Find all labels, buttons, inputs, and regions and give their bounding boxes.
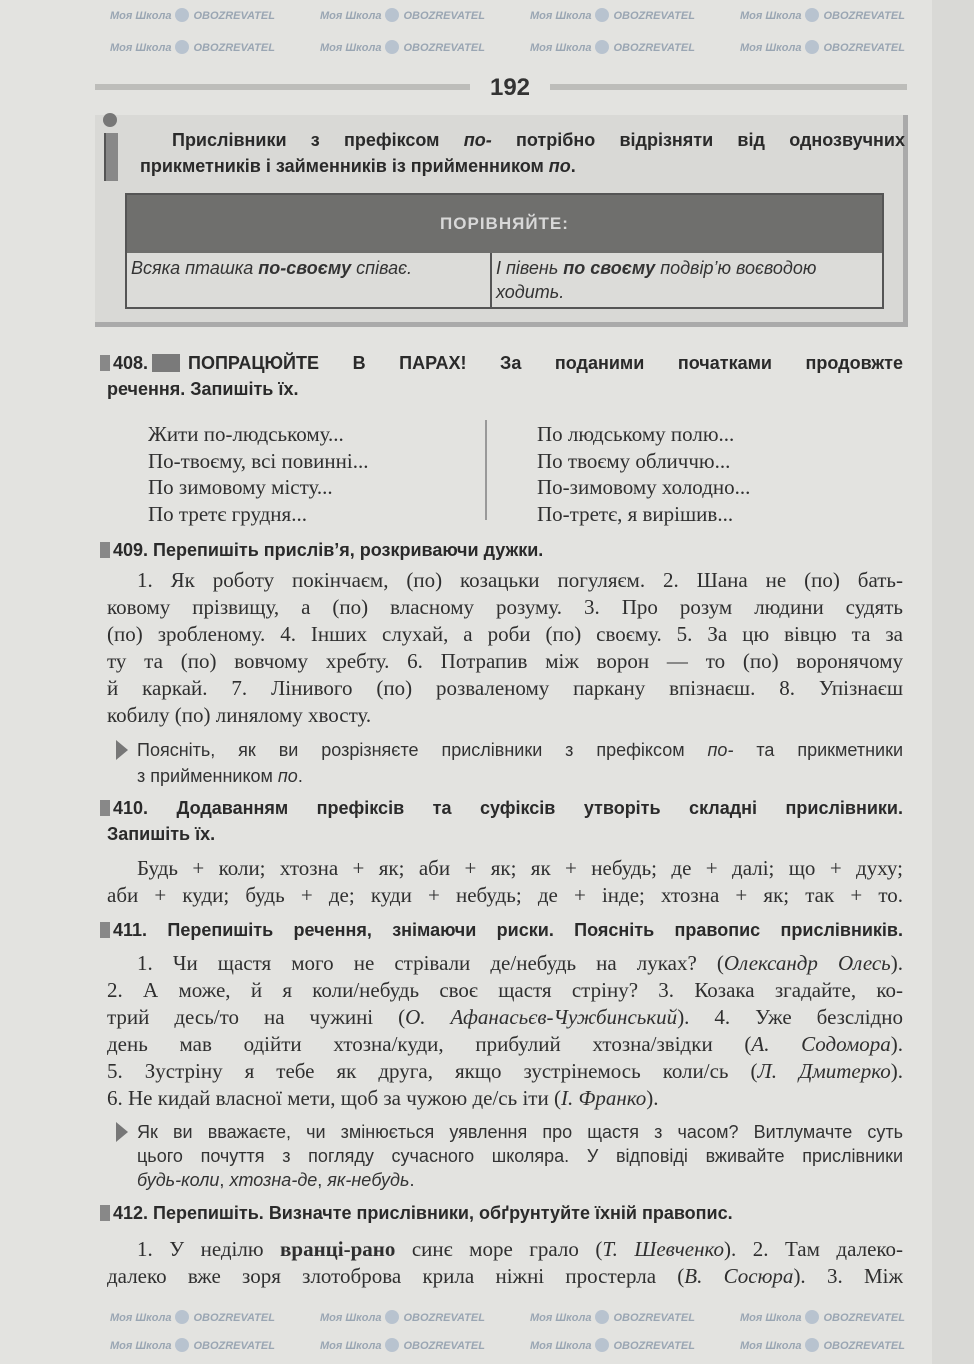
watermark-brand: Моя Школа <box>110 1312 172 1324</box>
text-segment: Як ви вважаєте, чи змінюється уявлення про щастя з часом? Витлумачте суть <box>137 1122 903 1142</box>
watermark-logo-icon <box>805 8 819 22</box>
text-segment: 5. Зустріну я тебе як друга, якщо зустрінемось коли/сь ( <box>107 1059 758 1083</box>
watermark-logo-icon <box>595 8 609 22</box>
watermark-logo-icon <box>175 40 189 54</box>
watermark-logo-icon <box>595 40 609 54</box>
info-icon <box>96 113 126 183</box>
watermark-partner: OBOZREVATEL <box>823 10 905 22</box>
exercise-marker <box>100 800 110 816</box>
comparison-table <box>125 193 884 309</box>
exercise-marker <box>100 355 110 371</box>
exercise-410-heading <box>100 797 903 819</box>
watermark-logo-icon <box>175 8 189 22</box>
watermark <box>320 1338 485 1354</box>
text-line: По-твоєму, всі повинні... <box>148 448 369 473</box>
text-segment: вранці-рано <box>280 1237 396 1261</box>
text-segment: ). 3. Між <box>793 1264 903 1288</box>
text-segment: ). 4. Уже безслідно <box>677 1005 903 1029</box>
exercise-marker <box>100 922 110 938</box>
text-line <box>137 1121 903 1143</box>
text-segment: як-небудь <box>327 1170 410 1190</box>
watermark-partner: OBOZREVATEL <box>193 1340 275 1352</box>
page-edge <box>932 0 974 1364</box>
watermark-brand: Моя Школа <box>740 42 802 54</box>
text-segment: ). <box>646 1086 659 1110</box>
watermark-brand: Моя Школа <box>530 1340 592 1352</box>
watermark-logo-icon <box>385 1338 399 1352</box>
watermark-brand: Моя Школа <box>320 1340 382 1352</box>
text-line: По твоєму обличчю... <box>537 448 731 473</box>
text-segment: 2. А може, й я коли/небудь своє щастя стріну? 3. Козака згадайте, ко- <box>107 978 903 1002</box>
watermark <box>740 40 905 56</box>
text-line: 1. Як роботу покінчаєм, (по) козацьки погуляєм. 2. Шана не (по) бать- <box>137 568 903 592</box>
exercise-marker <box>100 1205 110 1221</box>
text-segment: Олександр Олесь <box>723 951 891 975</box>
text-line: По-третє, я вирішив... <box>537 501 734 526</box>
text-segment: Т. Шевченко <box>602 1237 725 1261</box>
text-line <box>107 1005 903 1029</box>
text-line <box>137 951 903 975</box>
watermark-brand: Моя Школа <box>110 1340 172 1352</box>
text-line: й каркай. 7. Лінивого (по) розваленому паркану впізнаєш. 8. Упізнаєш <box>107 676 903 700</box>
watermark <box>530 1338 695 1354</box>
watermark-brand: Моя Школа <box>530 10 592 22</box>
watermark-partner: OBOZREVATEL <box>403 42 485 54</box>
text-segment: Прислівники з префіксом <box>172 130 464 150</box>
comparison-title: ПОРІВНЯЙТЕ: <box>127 195 882 253</box>
watermark-logo-icon <box>805 1338 819 1352</box>
watermark-logo-icon <box>805 40 819 54</box>
text-segment: будь-коли <box>137 1170 220 1190</box>
watermark <box>110 40 275 56</box>
text-segment: І півень <box>496 258 564 278</box>
watermark-logo-icon <box>805 1310 819 1324</box>
watermark-logo-icon <box>175 1310 189 1324</box>
watermark-logo-icon <box>385 1310 399 1324</box>
text-line <box>137 1169 414 1191</box>
text-segment: прикметників і займенників із прийменником <box>140 156 549 176</box>
watermark <box>530 1310 695 1326</box>
text-line <box>137 1145 903 1167</box>
watermark-brand: Моя Школа <box>320 42 382 54</box>
text-line: По третє грудня... <box>148 501 307 526</box>
text-line <box>107 1032 903 1056</box>
watermark-brand: Моя Школа <box>320 1312 382 1324</box>
watermark-logo-icon <box>385 8 399 22</box>
text-segment: . <box>297 766 303 786</box>
text-segment: по- <box>463 130 492 150</box>
text-line: По людському полю... <box>537 422 735 446</box>
exercise-412-heading <box>100 1202 733 1224</box>
text-segment: ). <box>890 1032 903 1056</box>
column-divider <box>485 420 487 520</box>
watermark-brand: Моя Школа <box>530 42 592 54</box>
watermark-partner: OBOZREVATEL <box>613 1340 695 1352</box>
heading-line: ПОПРАЦЮЙТЕ В ПАРАХ! За поданими початками продовжте <box>188 353 903 373</box>
text-segment: Л. Дмитерко <box>757 1059 891 1083</box>
watermark-brand: Моя Школа <box>110 10 172 22</box>
text-segment: , <box>219 1170 230 1190</box>
watermark-partner: OBOZREVATEL <box>193 1312 275 1324</box>
watermark-logo-icon <box>595 1338 609 1352</box>
heading-line: Запишіть їх. <box>107 824 216 844</box>
watermark <box>740 1310 905 1326</box>
text-segment: ). 2. Там далеко- <box>724 1237 904 1261</box>
text-segment: . <box>409 1170 415 1190</box>
text-segment: подвір’ю воєводою ходить. <box>496 258 817 302</box>
watermark-brand: Моя Школа <box>530 1312 592 1324</box>
text-segment: Поясніть, як ви розрізняєте прислівники з префіксом <box>137 740 708 760</box>
text-line <box>107 1059 903 1083</box>
text-segment: з прийменником <box>137 766 278 786</box>
watermark <box>740 1338 905 1354</box>
watermark <box>320 1310 485 1326</box>
heading-text: 411. Перепишіть речення, знімаючи риски. Поясніть правопис прислівників. <box>113 920 903 940</box>
text-line <box>172 129 905 151</box>
watermark-partner: OBOZREVATEL <box>193 42 275 54</box>
text-segment: 1. У неділю <box>137 1237 281 1261</box>
watermark-partner: OBOZREVATEL <box>613 10 695 22</box>
text-segment: день мав одійти хтозна/куди, прибулий хтозна/звідки ( <box>107 1032 752 1056</box>
text-segment: співає. <box>351 258 413 278</box>
text-segment: цього почуття з погляду сучасного школяра. У відповіді вживайте прислівники <box>137 1146 903 1166</box>
question-arrow-icon <box>116 1122 128 1142</box>
watermark-brand: Моя Школа <box>110 42 172 54</box>
text-line: ту та (по) вовчому хребту. 6. Потрапив між ворон — то (по) воронячому <box>107 649 903 673</box>
text-segment: трий десь/то на чужині ( <box>107 1005 406 1029</box>
watermark <box>110 8 275 24</box>
text-line: (по) зробленому. 4. Інших слухай, а роби (по) своєму. 5. За цю вівцю та за <box>107 622 903 646</box>
watermark <box>320 40 485 56</box>
text-segment: по- <box>707 740 734 760</box>
text-segment: синє море грало ( <box>395 1237 603 1261</box>
text-segment: В. Сосюра <box>684 1264 794 1288</box>
exercise-marker <box>100 542 110 558</box>
text-segment: І. Франко <box>560 1086 647 1110</box>
watermark-partner: OBOZREVATEL <box>823 42 905 54</box>
text-segment: по <box>277 766 298 786</box>
exercise-411-heading <box>100 919 903 941</box>
text-line: аби + куди; будь + де; куди + небудь; де + інде; хтозна + як; так + то. <box>107 883 903 907</box>
watermark <box>530 8 695 24</box>
exercise-409-heading <box>100 539 543 561</box>
text-line <box>107 1264 903 1288</box>
text-line <box>107 978 903 1002</box>
text-segment: 1. Чи щастя мого не стрівали де/небудь на луках? ( <box>137 951 724 975</box>
watermark-partner: OBOZREVATEL <box>613 1312 695 1324</box>
watermark-partner: OBOZREVATEL <box>613 42 695 54</box>
text-line: По-зимовому холодно... <box>537 475 751 499</box>
comparison-left-cell <box>127 253 492 307</box>
text-segment: по-своєму <box>258 258 352 278</box>
text-line: По зимовому місту... <box>148 475 333 499</box>
comparison-row <box>127 253 882 307</box>
text-segment: О. Афанасьєв-Чужбинський <box>405 1005 678 1029</box>
heading-line: речення. Запишіть їх. <box>107 379 299 399</box>
exercise-408-heading <box>100 352 903 374</box>
text-segment: ). <box>890 951 903 975</box>
watermark <box>110 1310 275 1326</box>
heading-text: 409. Перепишіть прислів’я, розкриваючи дужки. <box>113 540 544 560</box>
text-line: кобилу (по) линялому хвосту. <box>107 703 372 727</box>
watermark <box>740 8 905 24</box>
text-segment: по своєму <box>563 258 656 278</box>
watermark-logo-icon <box>175 1338 189 1352</box>
text-line: Жити по-людському... <box>148 422 344 446</box>
watermark <box>110 1338 275 1354</box>
watermark-brand: Моя Школа <box>740 10 802 22</box>
text-line <box>137 765 303 787</box>
page-number: 192 <box>470 74 550 102</box>
text-line <box>137 1237 903 1261</box>
text-segment: потрібно відрізняти від однозвучних <box>491 130 905 150</box>
pair-work-icon <box>152 354 180 372</box>
watermark-logo-icon <box>595 1310 609 1324</box>
watermark-partner: OBOZREVATEL <box>403 1340 485 1352</box>
text-line: Будь + коли; хтозна + як; аби + як; як + небудь; де + далі; що + духу; <box>137 856 903 880</box>
watermark <box>530 40 695 56</box>
text-segment: , <box>317 1170 328 1190</box>
text-segment: по <box>548 156 571 176</box>
watermark-partner: OBOZREVATEL <box>403 1312 485 1324</box>
heading-text: 412. Перепишіть. Визначте прислівники, обґрунтуйте їхній правопис. <box>113 1203 733 1223</box>
text-line <box>140 155 576 177</box>
watermark <box>320 8 485 24</box>
watermark-partner: OBOZREVATEL <box>823 1312 905 1324</box>
exercise-number: 408. <box>113 353 149 373</box>
comparison-right-cell <box>492 253 882 307</box>
watermark-brand: Моя Школа <box>740 1312 802 1324</box>
heading-text: 410. Додаванням префіксів та суфіксів утворіть складні прислівники. <box>113 798 903 818</box>
text-segment: 6. Не кидай власної мети, щоб за чужою де/сь іти ( <box>107 1086 561 1110</box>
question-arrow-icon <box>116 740 128 760</box>
text-segment: Всяка пташка <box>131 258 259 278</box>
watermark-partner: OBOZREVATEL <box>403 10 485 22</box>
text-line <box>137 739 903 761</box>
watermark-brand: Моя Школа <box>740 1340 802 1352</box>
watermark-partner: OBOZREVATEL <box>193 10 275 22</box>
text-segment: А. Содомора <box>751 1032 891 1056</box>
text-line: ковому прізвищу, а (по) власному розуму. 3. Про розум людини судять <box>107 595 903 619</box>
watermark-partner: OBOZREVATEL <box>823 1340 905 1352</box>
text-segment: далеко вже зоря злотоброва крила ніжні простерла ( <box>107 1264 685 1288</box>
text-segment: хтозна-де <box>229 1170 318 1190</box>
text-segment: ). <box>890 1059 903 1083</box>
text-line <box>107 1086 659 1110</box>
watermark-logo-icon <box>385 40 399 54</box>
watermark-brand: Моя Школа <box>320 10 382 22</box>
text-segment: . <box>570 156 576 176</box>
text-segment: та прикметники <box>733 740 903 760</box>
